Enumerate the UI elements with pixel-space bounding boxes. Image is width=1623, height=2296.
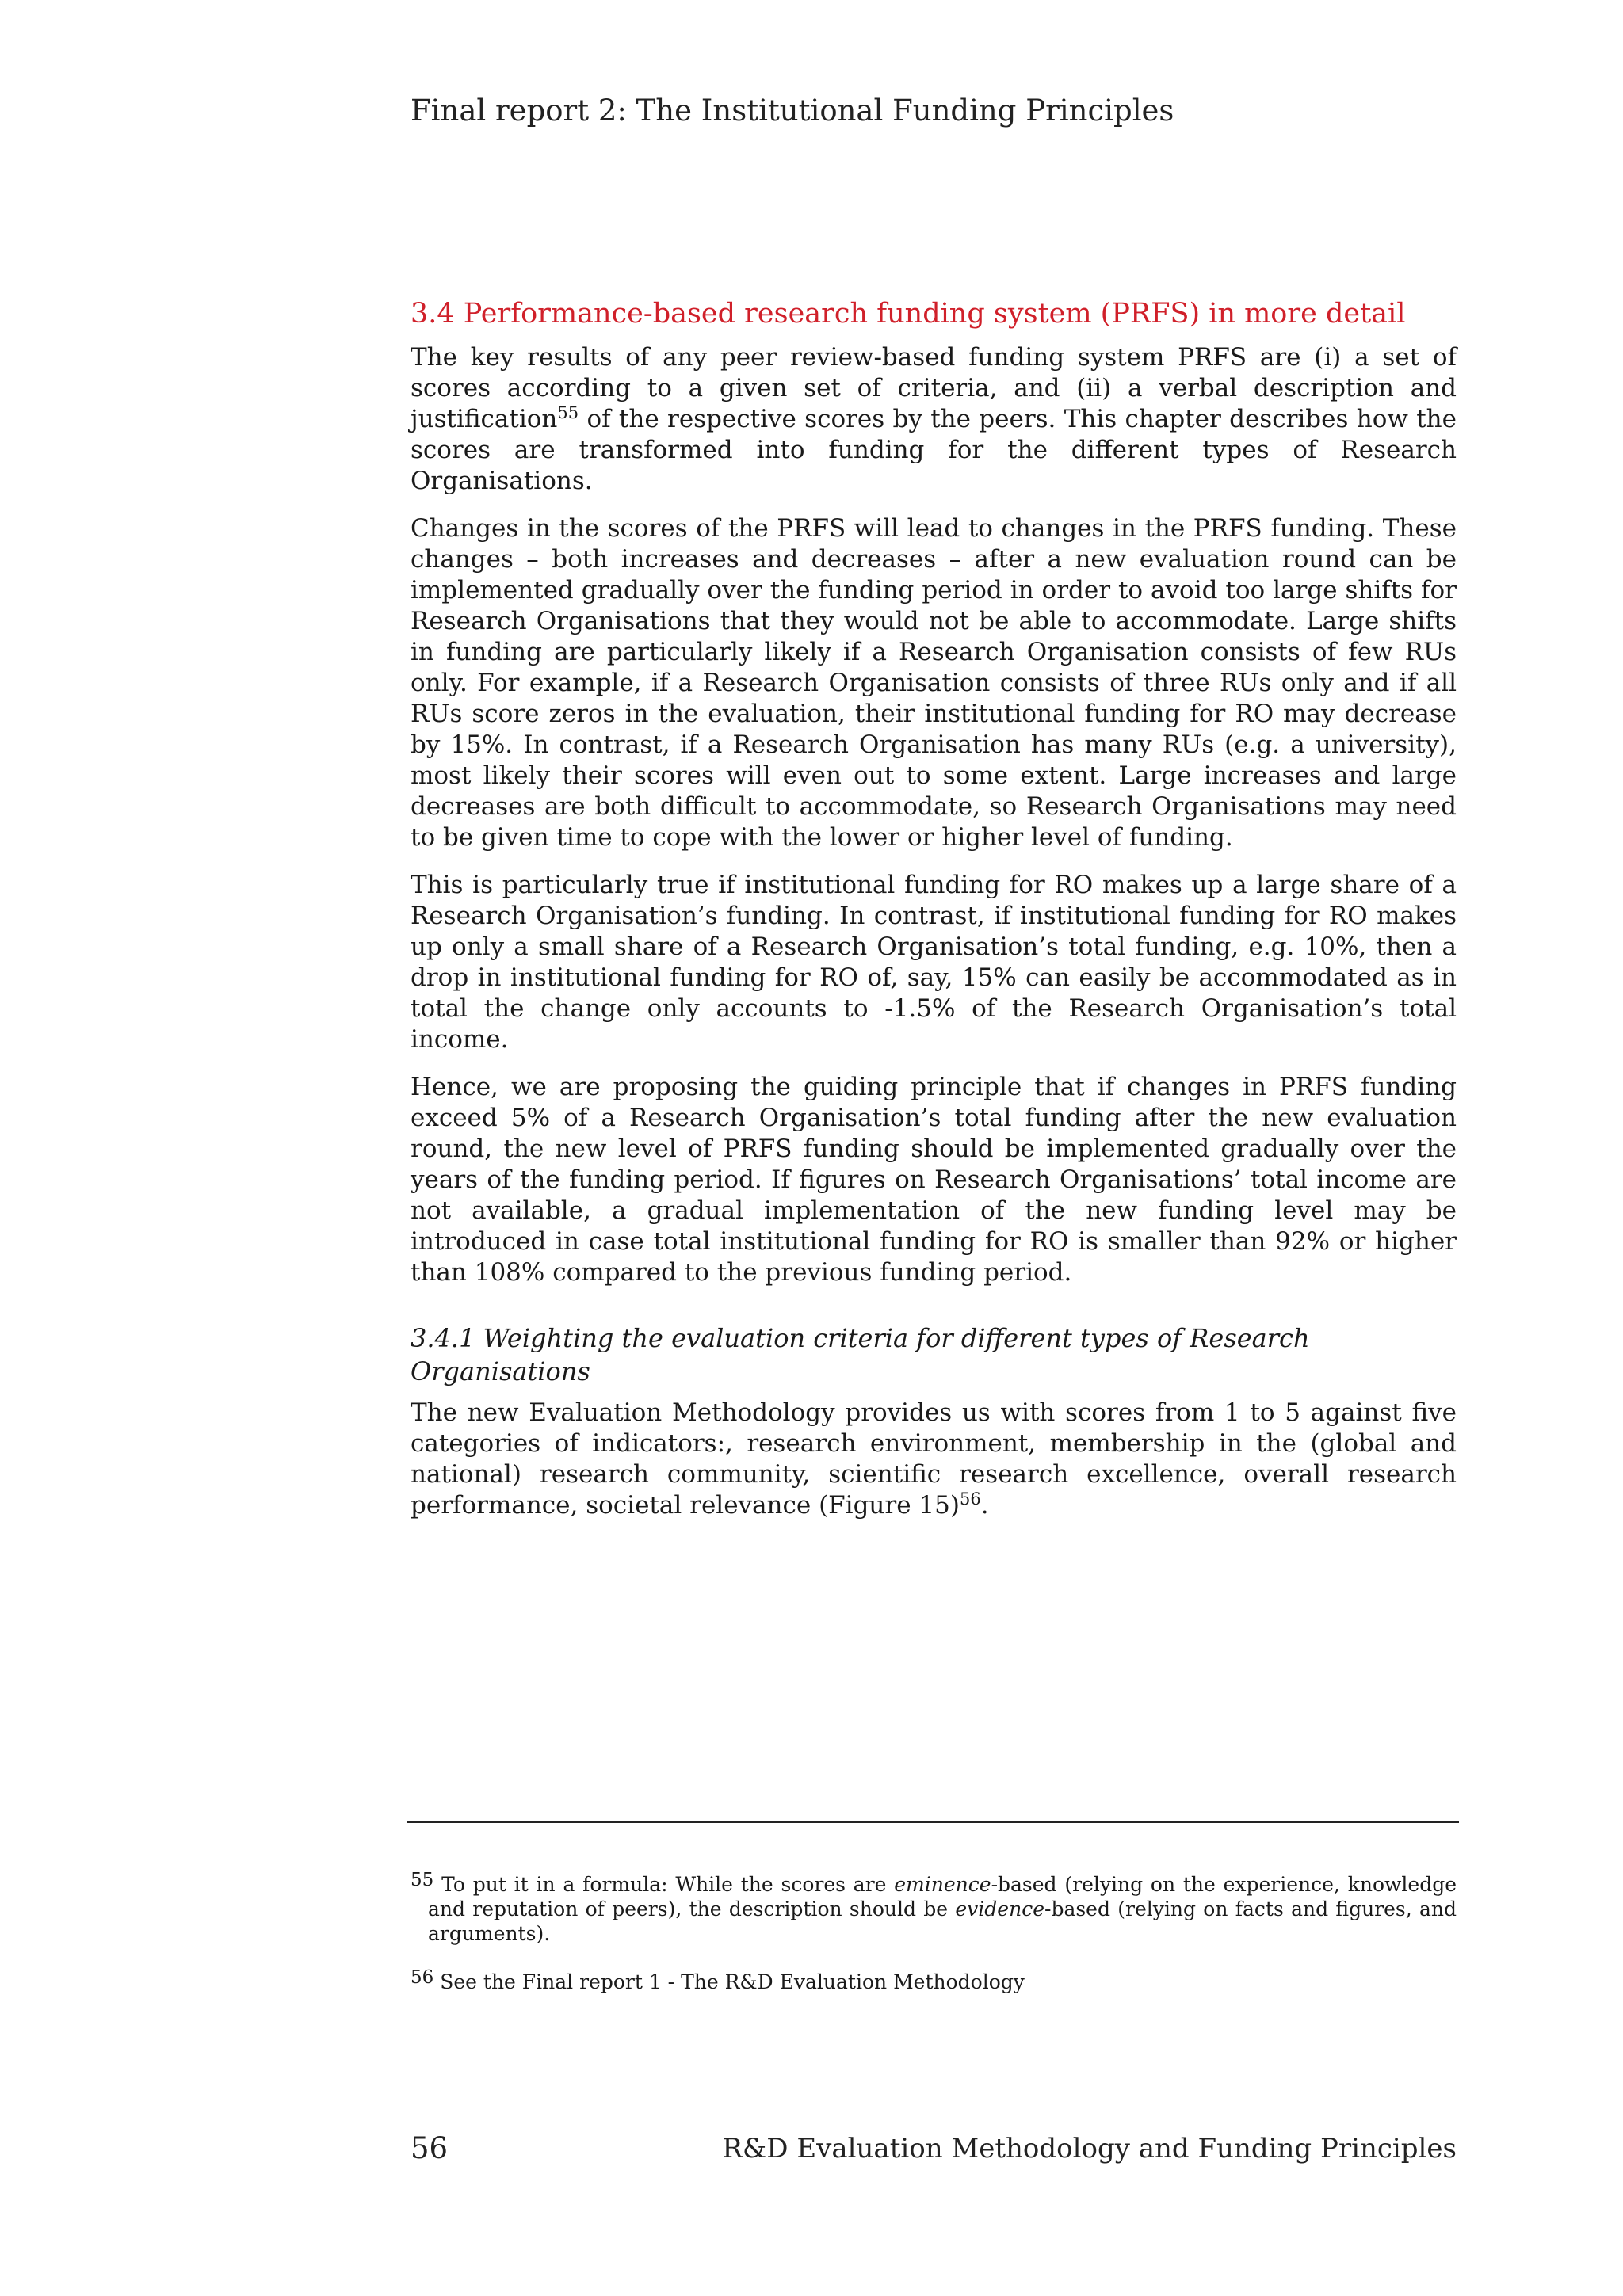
footnote-ref-55[interactable]: 55 xyxy=(557,403,579,422)
main-content xyxy=(411,295,1457,1538)
footnote-ref-56[interactable]: 56 xyxy=(959,1489,981,1508)
subsection-paragraph-1-text-end: . xyxy=(980,1491,989,1520)
paragraph-1-text: The key results of any peer review-based funding system PRFS are (i) a set of scores according to a given set of criteria, and (ii) a verbal description and justification xyxy=(411,343,1457,433)
footnote-emphasis: evidence xyxy=(955,1897,1044,1920)
paragraph-3: This is particularly true if institutional funding for RO makes up a large share of a Research Organisation’s funding. In contrast, if institutional funding for RO makes up only a small share of a Research Organisation’s total funding, e.g. 10%, then a drop in institutional funding for RO of, say, 15% can easily be accommodated as in total the change only accounts to -1.5% of the Research Organisation’s total income. xyxy=(411,871,1457,1054)
page-number: 56 xyxy=(411,2131,449,2165)
footnote-56 xyxy=(411,1967,1457,1994)
paragraph-1-text-end: of the respective scores by the peers. This chapter describes how the scores are transformed into funding for the different types of Research Organisations. xyxy=(411,405,1457,495)
footnote-text: -based (relying on facts and figures, and arguments). xyxy=(428,1897,1457,1945)
footnote-text: -based (relying on the experience, knowledge and reputation of peers), the description should be xyxy=(428,1873,1457,1920)
running-footer: R&D Evaluation Methodology and Funding Principles xyxy=(722,2133,1457,2164)
footnote-55 xyxy=(411,1872,1457,1946)
paragraph-4: Hence, we are proposing the guiding principle that if changes in PRFS funding exceed 5% of a Research Organisation’s total funding after the new evaluation round, the new level of PRFS funding should be implemented gradually over the years of the funding period. If figures on Research Organisations’ total income are not available, a gradual implementation of the new funding level may be introduced in case total institutional funding for RO is smaller than 92% or higher than 108% compared to the previous funding period. xyxy=(411,1073,1457,1287)
running-header: Final report 2: The Institutional Funding Principles xyxy=(411,93,1174,128)
footnote-number: 55 xyxy=(411,1870,434,1890)
footnote-text: See the Final report 1 - The R&D Evaluation Methodology xyxy=(440,1970,1025,1993)
subsection-paragraph-1-text: The new Evaluation Methodology provides us with scores from 1 to 5 against five categories of indicators:, research environment, membership in the (global and national) research community, scientific research excellence, overall research performance, societal relevance (Figure 15) xyxy=(411,1398,1457,1520)
footnote-number: 56 xyxy=(411,1967,434,1988)
footnote-text: To put it in a formula: While the scores are xyxy=(441,1873,895,1896)
section-heading: 3.4 Performance-based research funding system (PRFS) in more detail xyxy=(411,298,1406,330)
footnotes xyxy=(411,1872,1457,2018)
subsection-heading: 3.4.1 Weighting the evaluation criteria for different types of Research Organisations xyxy=(411,1323,1310,1386)
footnote-divider xyxy=(407,1821,1459,1823)
subsection-paragraph-1 xyxy=(411,1398,1457,1521)
footnote-emphasis: eminence xyxy=(894,1873,991,1896)
paragraph-2: Changes in the scores of the PRFS will lead to changes in the PRFS funding. These changes – both increases and decreases – after a new evaluation round can be implemented gradually over the funding period in order to avoid too large shifts for Research Organisations that they would not be able to accommodate. Large shifts in funding are particularly likely if a Research Organisation consists of few RUs only. For example, if a Research Organisation consists of three RUs only and if all RUs score zeros in the evaluation, their institutional funding for RO may decrease by 15%. In contrast, if a Research Organisation has many RUs (e.g. a university), most likely their scores will even out to some extent. Large increases and large decreases are both difficult to accommodate, so Research Organisations may need to be given time to cope with the lower or higher level of funding. xyxy=(411,514,1457,852)
paragraph-1 xyxy=(411,342,1457,497)
